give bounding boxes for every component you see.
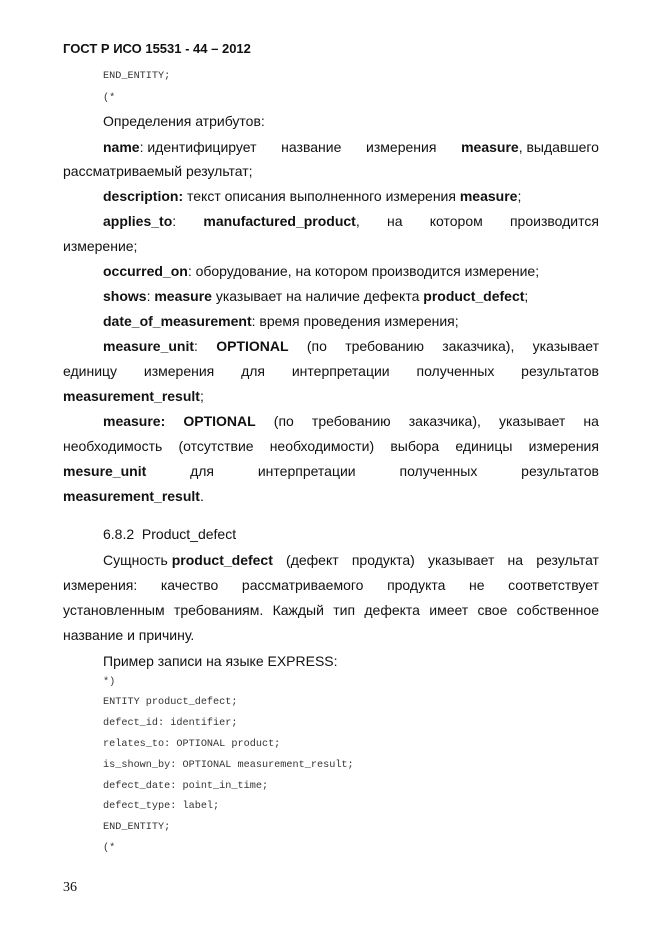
applies-to-attribute-line: applies_to: manufactured_product, на котором производится	[103, 213, 599, 229]
code-line: ENTITY product_defect;	[103, 697, 238, 708]
measure-attribute-line: measure: OPTIONAL (по требованию заказчика), указывает на	[103, 413, 599, 429]
measure-unit-attribute-line2: единицу измерения для интерпретации полученных результатов	[63, 363, 599, 379]
paragraph-line4: название и причину.	[63, 627, 195, 643]
code-line: is_shown_by: OPTIONAL measurement_result;	[103, 760, 354, 771]
measure-unit-attribute-line: measure_unit: OPTIONAL (по требованию заказчика), указывает	[103, 338, 599, 354]
code-line: (*	[103, 843, 116, 854]
term-product-defect: product_defect	[171, 552, 273, 568]
name-attribute-line: name: идентифицирует название измерения measure, выдавшего	[103, 139, 599, 155]
document-header: ГОСТ Р ИСО 15531 - 44 – 2012	[63, 41, 251, 56]
code-line: (*	[103, 93, 116, 104]
measure-attribute-line3: mesure_unit для интерпретации полученных результатов	[63, 463, 599, 479]
measure-attribute-cont: measurement_result.	[63, 488, 204, 504]
paragraph-line: Сущность product_defect (дефект продукта) указывает на результат	[103, 552, 599, 568]
term-measure: measure	[461, 139, 519, 155]
shows-attribute: shows: measure указывает на наличие дефекта product_defect;	[103, 288, 529, 304]
occurred-on-attribute: occurred_on: оборудование, на котором производится измерение;	[103, 263, 540, 279]
date-of-measurement-attribute: date_of_measurement: время проведения измерения;	[103, 313, 459, 329]
applies-to-attribute-cont: измерение;	[63, 238, 138, 254]
measure-unit-attribute-cont: measurement_result;	[63, 388, 204, 404]
description-attribute: description: текст описания выполненного измерения measure;	[103, 188, 522, 204]
attributes-heading: Определения атрибутов:	[103, 113, 265, 129]
code-line: END_ENTITY;	[103, 822, 171, 833]
name-attribute-cont: рассматриваемый результат;	[63, 163, 253, 179]
page-number: 36	[63, 880, 77, 895]
code-line: relates_to: OPTIONAL product;	[103, 739, 281, 750]
code-line: defect_type: label;	[103, 801, 220, 812]
paragraph-line3: установленным требованиям. Каждый тип дефекта имеет свое собственное	[63, 602, 599, 618]
code-line: *)	[103, 677, 116, 688]
term-name: name	[103, 139, 140, 155]
paragraph-line2: измерения: качество рассматриваемого продукта не соответствует	[63, 577, 599, 593]
code-line: END_ENTITY;	[103, 71, 171, 82]
code-line: defect_id: identifier;	[103, 718, 238, 729]
section-heading: 6.8.2 Product_defect	[103, 526, 237, 542]
code-line: defect_date: point_in_time;	[103, 781, 269, 792]
measure-attribute-line2: необходимость (отсутствие необходимости) выбора единицы измерения	[63, 438, 599, 454]
example-heading: Пример записи на языке EXPRESS:	[103, 653, 338, 669]
